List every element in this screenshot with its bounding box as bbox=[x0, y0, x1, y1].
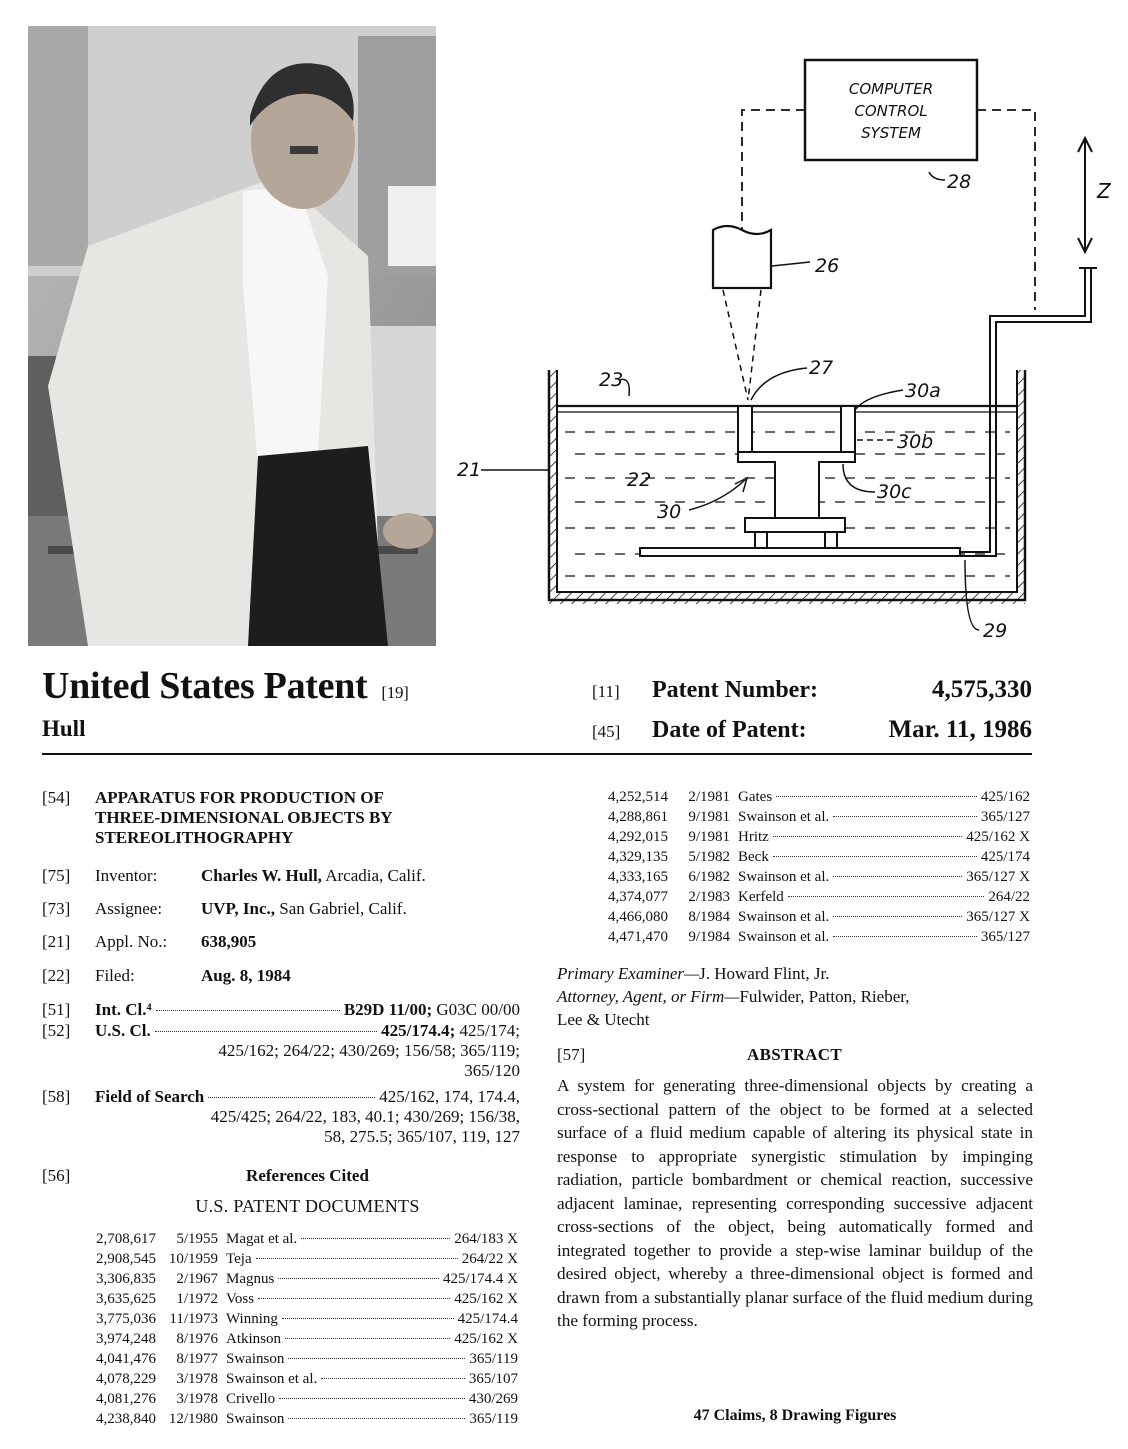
leader-dots bbox=[288, 1358, 465, 1359]
leader-dots bbox=[833, 916, 962, 917]
reference-date: 5/1982 bbox=[688, 849, 730, 865]
reference-class: 264/22 X bbox=[461, 1251, 518, 1267]
filed-date: Aug. 8, 1984 bbox=[201, 966, 291, 985]
patent-date-row bbox=[592, 716, 1032, 748]
reference-number: 2,908,545 bbox=[96, 1251, 156, 1267]
inventor-label: Inventor: bbox=[95, 866, 158, 885]
reference-date: 2/1981 bbox=[688, 789, 730, 805]
uscl-line-2: 425/162; 264/22; 430/269; 156/58; 365/119; bbox=[218, 1041, 520, 1060]
leader-dots bbox=[833, 876, 962, 877]
reference-row bbox=[592, 807, 1030, 827]
leader-dots bbox=[288, 1418, 465, 1419]
ref-30b: 30b bbox=[897, 431, 934, 453]
intcl-label: Int. Cl.⁴ bbox=[95, 1000, 152, 1019]
patent-number-row bbox=[592, 676, 1032, 708]
reference-number: 4,292,015 bbox=[608, 829, 668, 845]
reference-date: 12/1980 bbox=[168, 1411, 218, 1427]
reference-date: 9/1984 bbox=[688, 929, 730, 945]
abstract-heading: ABSTRACT bbox=[747, 1045, 842, 1064]
patent-date-code: [45] bbox=[592, 722, 621, 741]
code-21: [21] bbox=[42, 932, 71, 951]
reference-class: 365/119 bbox=[469, 1411, 518, 1427]
reference-date: 9/1981 bbox=[688, 809, 730, 825]
reference-number: 4,238,840 bbox=[96, 1411, 156, 1427]
attorney-line bbox=[557, 985, 1032, 1008]
reference-number: 3,974,248 bbox=[96, 1331, 156, 1347]
reference-name: Swainson et al. bbox=[226, 1371, 318, 1387]
reference-name: Magnus bbox=[226, 1271, 275, 1287]
assignee-label: Assignee: bbox=[95, 899, 163, 918]
abstract-heading-row bbox=[557, 1043, 1032, 1066]
reference-row bbox=[592, 847, 1030, 867]
reference-row bbox=[592, 867, 1030, 887]
uscl-label: U.S. Cl. bbox=[95, 1021, 151, 1040]
reference-date: 3/1978 bbox=[176, 1371, 218, 1387]
leader-dots bbox=[833, 816, 977, 817]
reference-class: 365/127 bbox=[980, 809, 1030, 825]
reference-name: Beck bbox=[738, 849, 769, 865]
reference-number: 4,252,514 bbox=[608, 789, 668, 805]
assignee-place: San Gabriel, Calif. bbox=[279, 899, 407, 918]
leader-dots bbox=[788, 896, 985, 897]
claims-count: 47 Claims, 8 Drawing Figures bbox=[693, 1407, 897, 1424]
reference-number: 4,333,165 bbox=[608, 869, 668, 885]
reference-number: 4,081,276 bbox=[96, 1391, 156, 1407]
leader-dots bbox=[301, 1238, 450, 1239]
ref-28: 28 bbox=[947, 171, 972, 193]
reference-number: 4,329,135 bbox=[608, 849, 668, 865]
code-51: [51] bbox=[42, 1000, 71, 1019]
reference-name: Teja bbox=[226, 1251, 252, 1267]
search-line-3: 58, 275.5; 365/107, 119, 127 bbox=[324, 1127, 520, 1146]
filed-label: Filed: bbox=[95, 966, 135, 985]
reference-date: 9/1981 bbox=[688, 829, 730, 845]
reference-number: 4,078,229 bbox=[96, 1371, 156, 1387]
reference-row bbox=[80, 1289, 518, 1309]
reference-class: 365/127 X bbox=[966, 869, 1030, 885]
reference-number: 3,635,625 bbox=[96, 1291, 156, 1307]
reference-class: 425/162 X bbox=[454, 1331, 518, 1347]
references-table-left bbox=[80, 1229, 518, 1429]
ref-21: 21 bbox=[457, 459, 482, 481]
reference-number: 4,288,861 bbox=[608, 809, 668, 825]
code-54: [54] bbox=[42, 788, 71, 807]
intcl-field bbox=[95, 1000, 520, 1020]
invention-title-line-2: THREE-DIMENSIONAL OBJECTS BY bbox=[95, 808, 393, 827]
abstract-text: A system for generating three-dimensional objects by creating a cross-sectional pattern of the object to be formed at a selected surface of a fluid medium capable of altering its physical state in response to appropriate synergistic stimulation by impinging radiation, particle bombardment or chemical reaction, successive adjacent laminae, representing corresponding successive adjacent cross-sections of the object, being automatically formed and integrated together to provide a step-wise laminar buildup of the desired object, whereby a three-dimensional object is formed and drawn from a substantially planar surface of the fluid medium during the forming process. bbox=[557, 1076, 1033, 1330]
leader-dots bbox=[256, 1258, 458, 1259]
reference-class: 365/127 bbox=[980, 929, 1030, 945]
reference-name: Swainson et al. bbox=[738, 929, 830, 945]
box-label-line-1: COMPUTER bbox=[848, 80, 934, 98]
inventor-photo-image bbox=[28, 26, 436, 646]
reference-name: Voss bbox=[226, 1291, 255, 1307]
patent-number-value: 4,575,330 bbox=[932, 676, 1032, 703]
uscl-first: 425/174; bbox=[459, 1021, 520, 1040]
assignee-field bbox=[95, 899, 520, 919]
ref-26: 26 bbox=[815, 255, 840, 277]
patent-date-value: Mar. 11, 1986 bbox=[888, 716, 1032, 743]
us-patent-documents-heading: U.S. PATENT DOCUMENTS bbox=[195, 1196, 420, 1216]
reference-date: 8/1976 bbox=[176, 1331, 218, 1347]
invention-title-line-1: APPARATUS FOR PRODUCTION OF bbox=[95, 788, 384, 807]
box-label-line-3: SYSTEM bbox=[861, 124, 921, 142]
reference-class: 425/162 X bbox=[966, 829, 1030, 845]
figure-svg bbox=[445, 40, 1128, 650]
reference-date: 11/1973 bbox=[169, 1311, 218, 1327]
reference-class: 425/162 bbox=[980, 789, 1030, 805]
reference-class: 264/183 X bbox=[454, 1231, 518, 1247]
reference-date: 3/1978 bbox=[176, 1391, 218, 1407]
references-heading: References Cited bbox=[246, 1166, 369, 1185]
reference-date: 1/1972 bbox=[176, 1291, 218, 1307]
reference-row bbox=[80, 1409, 518, 1429]
intcl-main: B29D 11/00; bbox=[343, 1000, 433, 1019]
patent-title bbox=[42, 664, 409, 708]
leader-dots bbox=[773, 836, 962, 837]
reference-class: 430/269 bbox=[468, 1391, 518, 1407]
reference-name: Gates bbox=[738, 789, 773, 805]
reference-date: 2/1967 bbox=[176, 1271, 218, 1287]
search-line-2: 425/425; 264/22, 183, 40.1; 430/269; 156/38, bbox=[210, 1107, 520, 1126]
code-75: [75] bbox=[42, 866, 71, 885]
reference-class: 264/22 bbox=[988, 889, 1030, 905]
reference-row bbox=[592, 827, 1030, 847]
reference-number: 2,708,617 bbox=[96, 1231, 156, 1247]
reference-number: 4,466,080 bbox=[608, 909, 668, 925]
attorney-name-2: Lee & Utecht bbox=[557, 1010, 650, 1029]
ref-27: 27 bbox=[809, 357, 834, 379]
reference-number: 4,471,470 bbox=[608, 929, 668, 945]
stereolithography-figure bbox=[445, 40, 1128, 650]
search-first: 425/162, 174, 174.4, bbox=[379, 1087, 520, 1106]
platform-29 bbox=[640, 548, 960, 556]
reference-date: 5/1955 bbox=[176, 1231, 218, 1247]
patent-title-code: [19] bbox=[381, 683, 409, 702]
reference-class: 365/107 bbox=[468, 1371, 518, 1387]
reference-name: Hritz bbox=[738, 829, 769, 845]
ref-30a: 30a bbox=[905, 380, 941, 402]
reference-date: 6/1982 bbox=[688, 869, 730, 885]
uscl-line-3: 365/120 bbox=[464, 1061, 520, 1080]
radiation-source bbox=[713, 226, 771, 288]
code-52: [52] bbox=[42, 1021, 71, 1040]
search-label: Field of Search bbox=[95, 1087, 205, 1106]
leader-dots bbox=[258, 1298, 450, 1299]
primary-examiner-label: Primary Examiner— bbox=[557, 964, 700, 983]
code-56: [56] bbox=[42, 1166, 71, 1185]
reference-date: 2/1983 bbox=[688, 889, 730, 905]
reference-name: Kerfeld bbox=[738, 889, 784, 905]
reference-row bbox=[80, 1269, 518, 1289]
leader-dots bbox=[773, 856, 977, 857]
ref-30c: 30c bbox=[877, 481, 912, 503]
leader-dots bbox=[278, 1278, 439, 1279]
reference-name: Swainson et al. bbox=[738, 869, 830, 885]
code-73: [73] bbox=[42, 899, 71, 918]
leader-dots bbox=[279, 1398, 465, 1399]
invention-title-line-3: STEREOLITHOGRAPHY bbox=[95, 828, 294, 847]
reference-number: 3,306,835 bbox=[96, 1271, 156, 1287]
object-30 bbox=[738, 406, 855, 548]
reference-name: Swainson bbox=[226, 1351, 285, 1367]
leader-dots bbox=[321, 1378, 465, 1379]
appl-number: 638,905 bbox=[201, 932, 257, 951]
attorney-label: Attorney, Agent, or Firm— bbox=[557, 987, 740, 1006]
leader-dots bbox=[833, 936, 977, 937]
reference-row bbox=[80, 1309, 518, 1329]
filed-field bbox=[95, 966, 520, 986]
leader-dots bbox=[282, 1318, 454, 1319]
reference-row bbox=[80, 1389, 518, 1409]
reference-class: 365/119 bbox=[469, 1351, 518, 1367]
reference-class: 425/174.4 X bbox=[443, 1271, 518, 1287]
reference-number: 4,041,476 bbox=[96, 1351, 156, 1367]
inventor-surname: Hull bbox=[42, 716, 86, 741]
patent-date-label: Date of Patent: bbox=[652, 717, 807, 743]
ref-29: 29 bbox=[983, 620, 1008, 642]
search-field bbox=[95, 1087, 520, 1147]
reference-date: 8/1977 bbox=[176, 1351, 218, 1367]
patent-number-label: Patent Number: bbox=[652, 677, 818, 703]
abstract-code: [57] bbox=[557, 1045, 586, 1064]
inventor-place: Arcadia, Calif. bbox=[325, 866, 426, 885]
attorney-name-1: Fulwider, Patton, Rieber, bbox=[739, 987, 910, 1006]
reference-name: Magat et al. bbox=[226, 1231, 298, 1247]
reference-date: 10/1959 bbox=[168, 1251, 218, 1267]
reference-row bbox=[80, 1349, 518, 1369]
leader-dots bbox=[285, 1338, 450, 1339]
uscl-main: 425/174.4; bbox=[381, 1021, 456, 1040]
appl-field bbox=[95, 932, 520, 952]
axis-z-label: Z bbox=[1097, 179, 1111, 203]
patent-title-text: United States Patent bbox=[42, 665, 368, 707]
reference-row bbox=[80, 1369, 518, 1389]
primary-examiner-line bbox=[557, 962, 1032, 985]
intcl-rest: G03C 00/00 bbox=[436, 1000, 520, 1019]
reference-class: 425/162 X bbox=[454, 1291, 518, 1307]
inventor-photo bbox=[28, 26, 436, 646]
reference-row bbox=[80, 1249, 518, 1269]
reference-number: 4,374,077 bbox=[608, 889, 668, 905]
header-rule bbox=[42, 753, 1032, 755]
patent-number-code: [11] bbox=[592, 682, 620, 701]
reference-row bbox=[80, 1329, 518, 1349]
reference-row bbox=[80, 1229, 518, 1249]
appl-label: Appl. No.: bbox=[95, 932, 168, 951]
reference-name: Swainson et al. bbox=[738, 909, 830, 925]
inventor-field bbox=[95, 866, 520, 886]
ref-30: 30 bbox=[657, 501, 682, 523]
references-table-right bbox=[592, 787, 1030, 947]
code-58: [58] bbox=[42, 1087, 71, 1106]
reference-date: 8/1984 bbox=[688, 909, 730, 925]
primary-examiner-name: J. Howard Flint, Jr. bbox=[699, 964, 830, 983]
reference-class: 365/127 X bbox=[966, 909, 1030, 925]
reference-row bbox=[592, 787, 1030, 807]
code-22: [22] bbox=[42, 966, 71, 985]
reference-row bbox=[592, 907, 1030, 927]
reference-class: 425/174 bbox=[980, 849, 1030, 865]
leader-dots bbox=[776, 796, 977, 797]
reference-name: Swainson bbox=[226, 1411, 285, 1427]
inventor-name: Charles W. Hull, bbox=[201, 866, 322, 885]
ref-22: 22 bbox=[627, 469, 652, 491]
assignee-name: UVP, Inc., bbox=[201, 899, 275, 918]
reference-row bbox=[592, 927, 1030, 947]
invention-title bbox=[95, 788, 520, 848]
examiner-block bbox=[557, 962, 1032, 1031]
reference-name: Swainson et al. bbox=[738, 809, 830, 825]
reference-name: Winning bbox=[226, 1311, 278, 1327]
reference-name: Atkinson bbox=[226, 1331, 282, 1347]
box-label-line-2: CONTROL bbox=[854, 102, 928, 120]
reference-number: 3,775,036 bbox=[96, 1311, 156, 1327]
reference-class: 425/174.4 bbox=[457, 1311, 518, 1327]
reference-name: Crivello bbox=[226, 1391, 276, 1407]
uscl-field bbox=[95, 1021, 520, 1081]
ref-23: 23 bbox=[599, 369, 624, 391]
reference-row bbox=[592, 887, 1030, 907]
